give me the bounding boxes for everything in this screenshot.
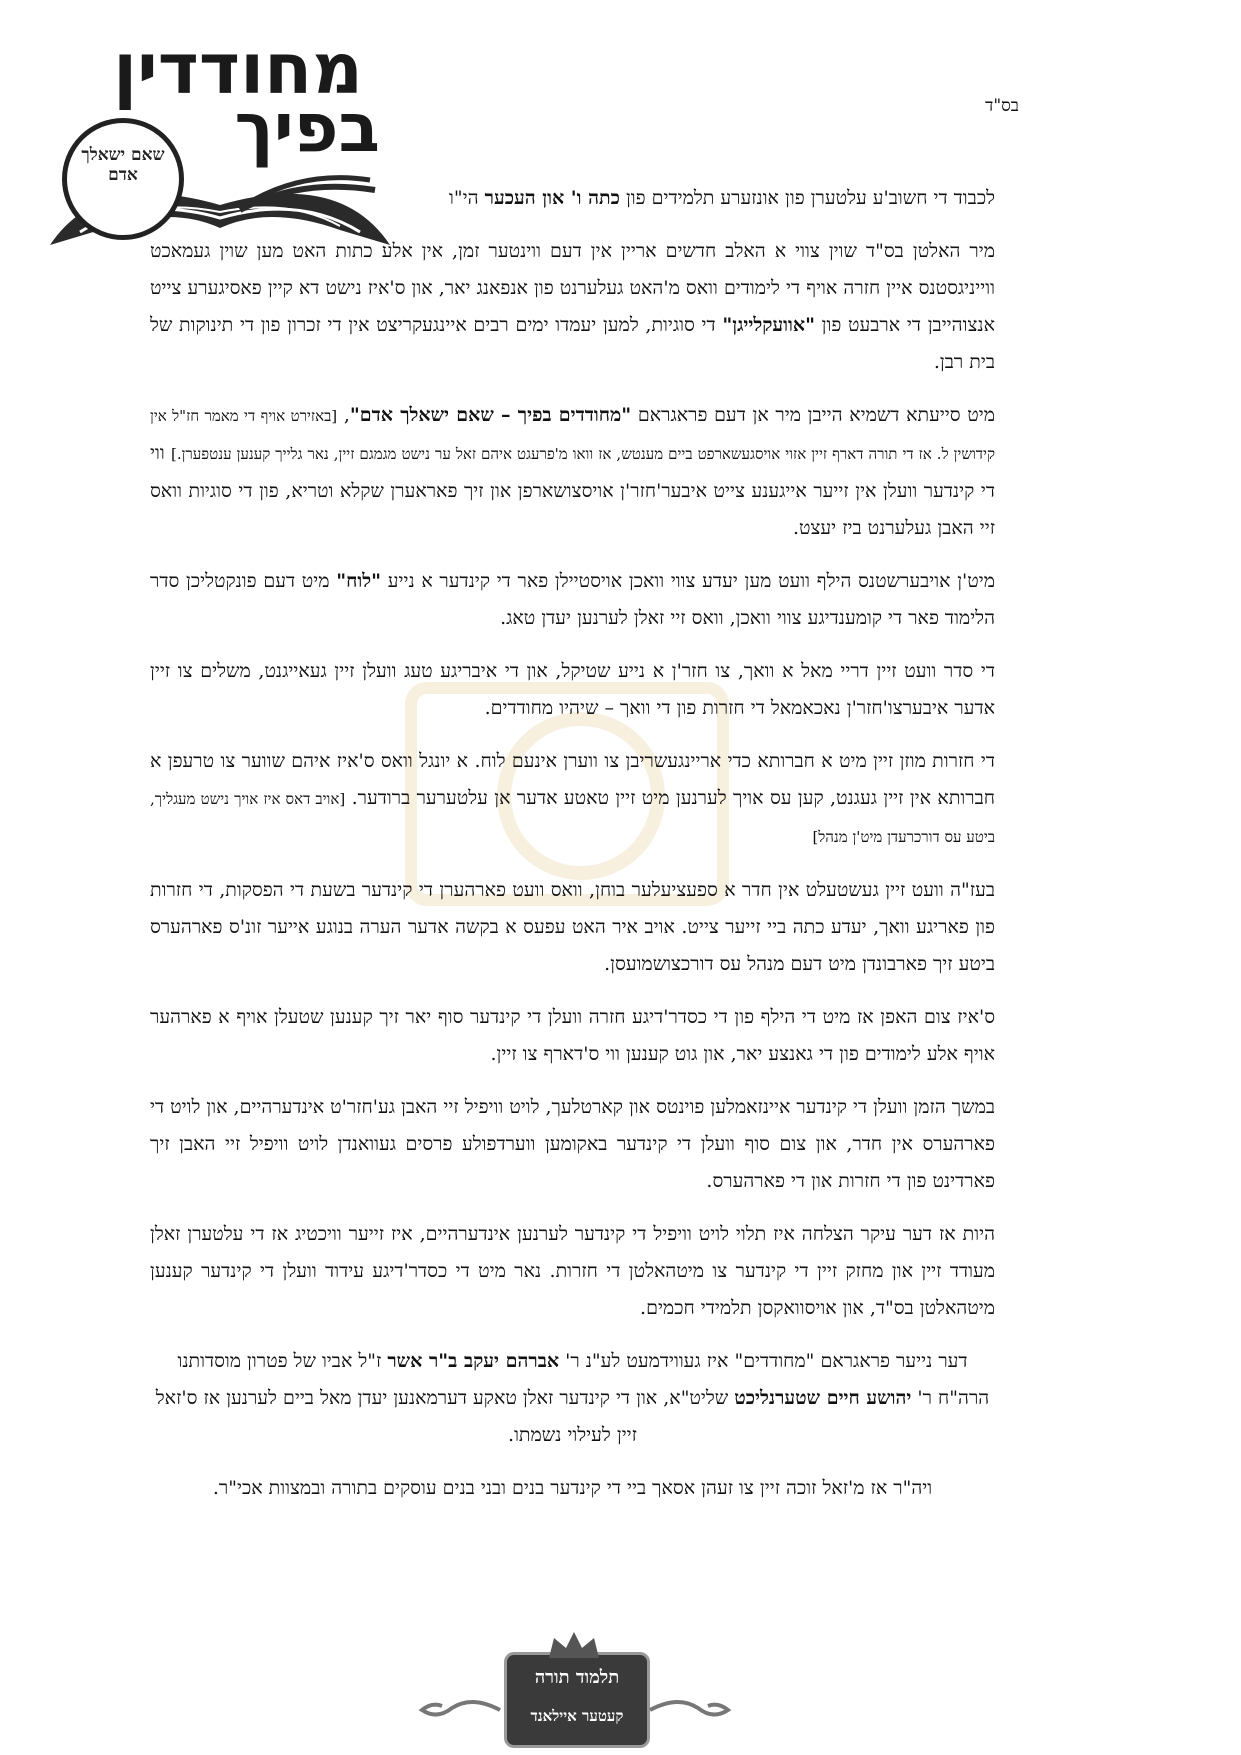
emblem-title: תלמוד תורה [534, 1667, 620, 1688]
salutation-class: כתה ו' און העכער [484, 187, 620, 209]
p2-text-c: , [337, 404, 350, 426]
crown-icon [544, 1630, 604, 1660]
logo-title: מחודדין [113, 28, 363, 110]
p1-bold: "אוועקלייגן" [722, 314, 815, 336]
p5-note: [אויב דאס איז אויך נישט מעגליך, ביטע עס דורכרעדן מיט'ן מנהל] [150, 790, 995, 846]
p2-text-d: ווי די קינדער וועלן אין זייער אייגענע צייט איבער'חזר'ן אויסצושארפן און זיך פאראערן שקלא וטריא, פון די סוגיות וואס זיי האבן געלערנט ביז יעצט. [150, 442, 995, 539]
bsd-mark: בס"ד [985, 96, 1019, 116]
paragraph-9: היות אז דער עיקר הצלחה איז תלוי לויט וויפיל די קינדער לערנען אינדערהיים, איז זייער וויכטיג אז די עלטערן זאלן מעודד זיין און מחזק זיין די קינדער צו מיטהאלטן די חזרות. נאר מיט די כסדר'דיגע עידוד וועלן די קינדער קענען מיטהאלטן בס"ד, און אויסוואקסן תלמידי חכמים. [150, 1223, 996, 1319]
paragraph-1 [150, 233, 995, 381]
ornament-right-icon [648, 1690, 738, 1730]
p10-text-e: שליט"א, און די קינדער זאלן טאקע דערמאנען יעדן מאל ביים לערנען אז ס'זאל זיין לעילוי נשמתו. [155, 1387, 735, 1446]
salutation-suffix: הי"ו [449, 187, 485, 209]
salutation-text: לכבוד די חשוב'ע עלטערן פון אונזערע תלמידים פון [619, 187, 995, 209]
p3-text-c: מיט דעם פונקטליכן סדר הלימוד פאר די קומענדיגע צווי וואכן, וואס זיי זאלן לערנען יעדן טאג. [150, 570, 995, 629]
paragraph-4: די סדר וועט זיין דריי מאל א וואך, צו חזר'ן א נייע שטיקל, און די איבריגע טעג וועלן זיין געאייגנט, משלים צו זיין אדער איבערצו'חזר'ן נאכאמאל די חזרות פון די וואך – שיהיו מחודדים. [150, 660, 995, 719]
paragraph-6: בעז"ה וועט זיין געשטעלט אין חדר א ספעציעלער בוחן, וואס וועט פארהערן די קינדער בשעת די הפסקות, די חזרות פון פאריגע וואך, יעדע כתה ביי זייער צייט. אויב איר האט עפעס א בקשה אדער הערה בנוגע אייער זונ'ס פארהערס ביטע זיך פארבונדן מיט דעם מנהל עס דורכצושמועסן. [150, 879, 995, 975]
p5-text-a: די חזרות מוזן זיין מיט א חברותא כדי אריינגעשריבן צו ווערן אינעם לוח. א יונגל וואס ס'איז איהם שווער צו טרעפן א חברותא אין זיין געגנט, קען עס אויך לערנען מיט זיין טאטע אדער אן עלטערער ברודער. [150, 750, 995, 809]
ornament-left-icon [412, 1690, 502, 1730]
p10-text-a: דער נייער פראגראם "מחודדים" איז געווידמעט לע"נ ר' [559, 1350, 968, 1372]
emblem-plate [504, 1652, 650, 1748]
p3-bold: "לוח" [336, 570, 382, 592]
paragraph-2 [150, 397, 995, 547]
p2-text-a: מיט סייעתא דשמיא הייבן מיר אן דעם פראגראם [631, 404, 995, 426]
paragraph-10 [150, 1343, 995, 1454]
logo-subtitle: בפיך [234, 89, 380, 168]
paragraph-11: ויה"ר אז מ'זאל זוכה זיין צו זעהן אסאך ביי די קינדער בנים ובני בנים עוסקים בתורה ובמצוות אכי"ר. [212, 1477, 933, 1499]
p3-text-a: מיט'ן אויבערשטנס הילף וועט מען יעדע צווי וואכן אויסטיילן פאר די קינדער א נייע [381, 570, 995, 592]
emblem-subtitle: קעטער איילאנד [530, 1707, 624, 1725]
p10-text-c: ז"ל אביו של פטרון מוסדותנו הרה"ח ר' [177, 1350, 990, 1409]
p1-text-a: מיר האלטן בס"ד שוין צווי א האלב חדשים אריין אין דעם ווינטער זמן, אין אלע כתות האט מען שוין געמאכט ווייניגסטנס איין חזרה אויף די לימודים וואס מ'האט געלערנט פון אנפאנג יאר, און ס'איז נישט דא קיין פאסיגערע צייט אנצוהייבן די ארבעט פון [150, 240, 996, 336]
salutation [150, 180, 995, 217]
p10-name-2: יהושע חיים שטערנליכט [734, 1387, 912, 1409]
paragraph-8: במשך הזמן וועלן די קינדער איינזאמלען פוינטס און קארטלעך, לויט וויפיל זיי האבן גע'חזר'ט אינדערהיים, און לויט די פארהערס אין חדר, און צום סוף וועלן די קינדער באקומען ווערדפולע פרסים געוואנדן לויט וויפיל זיי האבן זיך פארדינט פון די חזרות און די פארהערס. [150, 1096, 995, 1192]
paragraph-5 [150, 743, 995, 856]
seal-text: שאם ישאלך אדם [81, 145, 165, 185]
p2-note: [באזירט אויף די מאמר חז"ל אין קידושין ל. אז די תורה דארף זיין אזוי אויסגעשארפט ביים מענטש, אז וואו מ'פרעגט איהם זאל ער נישט מגמגם זיין, נאר גלייך קענען ענטפערן.] [150, 407, 995, 463]
letter-body [150, 180, 995, 1523]
p2-program-name: "מחודדים בפיך – שאם ישאלך אדם" [349, 404, 632, 426]
paragraph-3 [150, 563, 995, 637]
footer-emblem [412, 1630, 832, 1755]
p10-name-1: אברהם יעקב ב"ר אשר [387, 1350, 560, 1372]
paragraph-7: ס'איז צום האפן אז מיט די הילף פון די כסדר'דיגע חזרה וועלן די קינדער סוף יאר זיך קענען שטעלן אויף א פארהער אויף אלע לימודים פון די גאנצע יאר, און גוט קענען ווי ס'דארף צו זיין. [150, 1006, 995, 1065]
p1-text-c: די סוגיות, למען יעמדו ימים רבים איינגעקריצט אין די זכרון פון די תינוקות של בית רבן. [150, 314, 995, 373]
